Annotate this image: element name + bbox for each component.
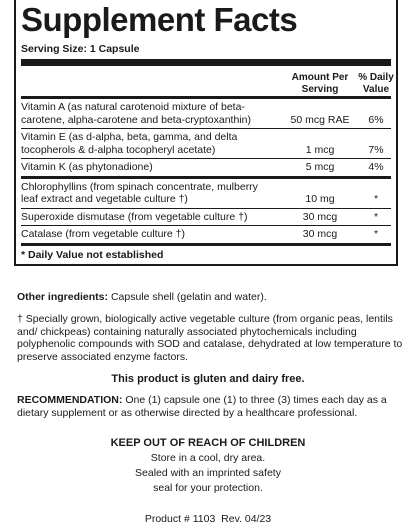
nutrient-dv: 4% [368, 161, 384, 173]
nutrient-dv: * [373, 210, 379, 223]
nutrient-amount: 10 mg [305, 193, 335, 205]
daily-value-header: % Daily Value [358, 72, 394, 95]
recommendation-text: One (1) capsule one (1) to three (3) times each day as a dietary supplement or as otherwise directed by a healthcare professional. [17, 394, 387, 419]
recommendation-label: RECOMMENDATION: [17, 394, 123, 406]
amount-header: Amount Per Serving [291, 72, 349, 95]
nutrient-dv: * [373, 228, 379, 240]
nutrient-row [21, 209, 391, 227]
nutrient-amount: 30 mcg [302, 210, 338, 223]
nutrient-name: Vitamin A (as natural carotenoid mixture of beta-carotene, alpha-carotene and beta-cryptoxanthin) [21, 101, 251, 126]
nutrient-row [21, 226, 391, 246]
supplement-facts-panel [14, 0, 398, 266]
storage-line: Store in a cool, dry area. [150, 452, 266, 464]
nutrient-dv: * [373, 193, 379, 205]
nutrient-amount: 5 mcg [305, 161, 335, 173]
serving-size: Serving Size: 1 Capsule [21, 38, 391, 66]
product-number: Product # 1103 [144, 513, 216, 525]
gluten-free-statement: This product is gluten and dairy free. [111, 373, 305, 385]
culture-note: † Specially grown, biologically active vegetable culture (from organic peas, lentils and/ chickpeas) containing naturally associated phytochemicals including polyphenolic compounds with SOD and catalase, dehydrated at low temperature to preserve associated enzyme factors. [17, 313, 403, 363]
other-ingredients [17, 291, 407, 304]
nutrient-row [21, 159, 391, 179]
revision: Rev. 04/23 [221, 513, 272, 525]
product-info [0, 513, 416, 526]
nutrient-name: Chlorophyllins (from spinach concentrate, mulberry leaf extract and vegetable culture †) [21, 180, 258, 205]
nutrient-amount: 50 mcg RAE [290, 113, 350, 126]
storage-line: Sealed with an imprinted safety [135, 467, 281, 479]
nutrient-name: Vitamin K (as phytonadione) [21, 161, 153, 173]
table-header [21, 66, 394, 99]
warning: KEEP OUT OF REACH OF CHILDREN [110, 437, 306, 449]
nutrient-amount: 30 mcg [302, 228, 338, 240]
nutrient-name: Superoxide dismutase (from vegetable culture †) [21, 210, 248, 223]
recommendation [17, 394, 407, 419]
panel-title: Supplement Facts [21, 1, 298, 38]
storage-line: seal for your protection. [153, 482, 263, 494]
daily-value-note: * Daily Value not established [21, 248, 164, 261]
nutrient-amount: 1 mcg [305, 143, 335, 156]
nutrient-dv: 6% [368, 113, 384, 126]
nutrient-name: Vitamin E (as d-alpha, beta, gamma, and delta tocopherols & d-alpha tocopheryl acetate) [21, 131, 238, 156]
nutrient-row [21, 99, 391, 129]
other-ingredients-text: Capsule shell (gelatin and water). [110, 291, 267, 303]
nutrient-dv: 7% [368, 143, 384, 156]
nutrient-name: Catalase (from vegetable culture †) [21, 228, 185, 240]
other-ingredients-label: Other ingredients: [17, 291, 109, 303]
nutrient-row [21, 129, 391, 159]
nutrient-row [21, 179, 391, 209]
